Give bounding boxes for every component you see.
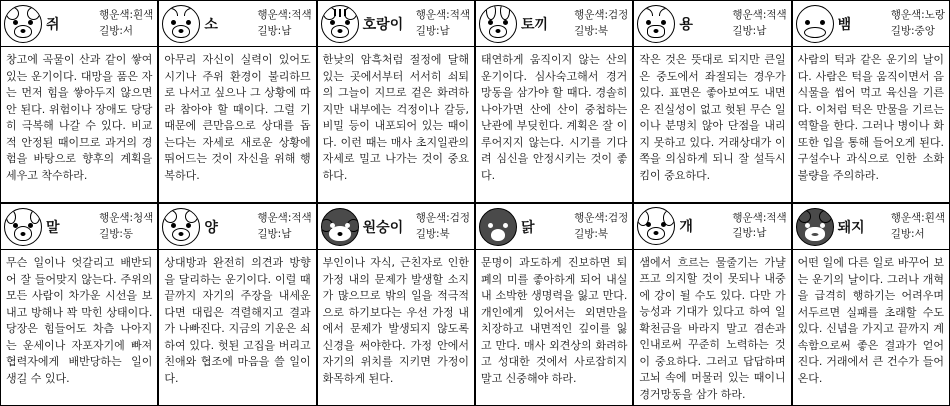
zodiac-card (792, 203, 950, 406)
card-header (634, 1, 790, 47)
animal-name: 말 (46, 219, 60, 236)
snake-face-icon (796, 5, 834, 43)
card-header (1, 1, 157, 47)
luck-value: 적색 (766, 9, 787, 22)
fortune-text: 창고에 곡물이 산과 같이 쌓여 있는 운기이다. 대망을 품은 자는 먼저 힘을 쌓아두지 않으면 안 된다. 위험이나 장애도 당당히 극복해 나갈 수 있다. 비교적 안정된 때이므로 과거의 경험을 바탕으로 향후의 계획을 세우고 착수하라. (6, 53, 153, 182)
direction-label: 길방: (99, 24, 123, 37)
luck-value: 검정 (608, 212, 629, 225)
direction-value: 서 (914, 227, 925, 240)
luck-label: 행운색: (257, 212, 292, 225)
card-header (159, 204, 315, 250)
fortune-text: 문명이 과도하게 진보하면 퇴폐의 미를 좋아하게 되어 내실 내 소박한 생명력을 잃고 만다. 개인에게 있어서는 외면만을 치장하고 내면적인 깊이를 잃고 만다. 매사 외견상의 화려하고 성대한 것에서 사로잡히지 말고 신중해야 하라. (480, 256, 628, 385)
fortune-text: 태연하게 움직이지 않는 산의 운기이다. 심사숙고해서 경거망동을 삼가야 할 때다. 경솔히 나아가면 산에 산이 중첩하는 난관에 부딪힌다. 계획은 잘 이루어지지 않는다. 시기를 기다려 심신을 안정시키는 것이 좋다. (480, 53, 628, 182)
card-meta (416, 211, 471, 241)
animal-name: 쥐 (46, 16, 60, 33)
animal-name: 양 (204, 219, 218, 236)
card-header (793, 1, 949, 47)
zodiac-card (633, 0, 791, 203)
pig-face-icon (796, 208, 834, 246)
card-meta (732, 8, 787, 38)
luck-label: 행운색: (415, 9, 450, 22)
fortune-text: 부인이나 자식, 근친자로 인한 가정 내의 문제가 발생할 소지가 많으므로 밖의 일을 적극적으로 하기보다는 우선 가정 내에서 문제가 발생되지 않도록 신경을 써야한다. 가정 안에서 자기의 위치를 지키면 가정이 화목하게 된다. (322, 256, 469, 385)
luck-value: 노랑 (924, 9, 945, 22)
animal-name: 호랑이 (362, 16, 404, 33)
card-meta (732, 211, 787, 241)
direction-value: 남 (281, 24, 292, 37)
direction-value: 남 (756, 227, 767, 240)
card-meta (891, 211, 946, 241)
luck-label: 행운색: (890, 212, 925, 225)
zodiac-card (475, 203, 633, 406)
card-meta (416, 8, 471, 38)
zodiac-card (0, 203, 158, 406)
direction-label: 길방: (574, 24, 598, 37)
direction-value: 남 (439, 24, 450, 37)
direction-label: 길방: (732, 227, 757, 240)
animal-name: 돼지 (837, 219, 865, 236)
card-header (634, 204, 790, 250)
fortune-text: 샘에서 흐르는 물줄기는 가냘프고 의지할 것이 못되나 내중에 강이 될 수도 있다. 다만 가능성과 기대가 있다고 하여 일확천금을 바라지 말고 겸손과 인내로써 꾸준히 노력하는 것이 중요하다. 그러고 답답하며 고뇌 속에 머물러 있는 때이니 경거망동을 삼가 하라. (639, 255, 786, 401)
direction-label: 길방: (415, 24, 440, 37)
zodiac-card (633, 203, 791, 406)
animal-name: 토끼 (520, 16, 549, 33)
rabbit-face-icon (479, 5, 517, 43)
luck-value: 청색 (133, 212, 154, 225)
direction-label: 길방: (890, 24, 915, 37)
zodiac-card (792, 0, 950, 203)
direction-value: 남 (756, 24, 767, 37)
luck-label: 행운색: (732, 212, 767, 225)
direction-label: 길방: (574, 227, 598, 240)
dog-face-icon (637, 207, 675, 245)
animal-name: 소 (204, 16, 218, 33)
ox-face-icon (162, 5, 200, 43)
luck-label: 행운색: (99, 212, 134, 225)
card-header (793, 204, 949, 250)
card-meta (99, 211, 154, 241)
direction-label: 길방: (890, 227, 915, 240)
rooster-face-icon (479, 208, 517, 246)
card-meta (574, 8, 629, 38)
dragon-face-icon (637, 5, 675, 43)
zodiac-card (158, 203, 316, 406)
luck-label: 행운색: (574, 212, 609, 225)
tiger-face-icon (321, 5, 359, 43)
fortune-text: 어떤 일에 다른 일로 바꾸어 보는 운기의 날이다. 그러나 개혁을 급격히 행하기는 어려우며 서두르면 실패를 초래할 수도 있다. 신념을 가지고 끝까지 계속함으로써 좋은 결과가 얻어진다. 거래에서 큰 건수가 들어온다. (797, 256, 944, 385)
direction-value: 중앙 (914, 24, 935, 37)
luck-label: 행운색: (415, 212, 450, 225)
card-meta (257, 8, 312, 38)
luck-value: 적색 (766, 212, 787, 225)
zodiac-card (475, 0, 633, 203)
card-header (476, 204, 632, 250)
card-header (1, 204, 157, 250)
direction-label: 길방: (415, 227, 440, 240)
luck-label: 행운색: (890, 9, 925, 22)
animal-name: 원숭이 (362, 219, 404, 236)
horse-face-icon (4, 208, 42, 246)
card-header (318, 1, 474, 47)
zodiac-card (158, 0, 316, 203)
sheep-face-icon (162, 208, 200, 246)
direction-value: 북 (439, 227, 450, 240)
luck-value: 적색 (291, 9, 312, 22)
direction-label: 길방: (257, 227, 282, 240)
luck-value: 검정 (608, 9, 629, 22)
direction-value: 동 (122, 227, 134, 240)
card-header (476, 1, 632, 47)
card-meta (99, 8, 154, 38)
card-header (318, 204, 474, 250)
luck-label: 행운색: (732, 9, 767, 22)
direction-label: 길방: (732, 24, 757, 37)
animal-name: 용 (679, 16, 693, 33)
zodiac-card (0, 0, 158, 203)
luck-value: 흰색 (133, 9, 154, 22)
direction-value: 북 (597, 227, 609, 240)
monkey-face-icon (321, 208, 359, 246)
direction-value: 남 (281, 227, 292, 240)
animal-name: 닭 (520, 219, 535, 236)
luck-label: 행운색: (574, 9, 609, 22)
card-header (159, 1, 315, 47)
fortune-text: 아무리 자신이 실력이 있어도 시기나 주위 환경이 불리하므로 나서고 싶으나 그 상황에 따라 참아야 할 때이다. 그럴 기 때문에 큰만음으로 상대를 돕는다는 자세로 새로운 상황에 뛰어드는 것이 자신을 위해 행복하다. (164, 53, 311, 182)
fortune-text: 한낮의 암흑처럼 절정에 달해 있는 곳에서부터 서서히 쇠퇴의 그늘이 지므로 겉은 화려하지만 내부에는 걱정이나 갈등, 비밀 등이 내포되어 있는 때이다. 이런 때는 매사 초지일관의 자세로 밀고 나가는 것이 중요하다. (322, 53, 469, 182)
card-meta (891, 8, 946, 38)
direction-value: 서 (122, 24, 134, 37)
card-meta (574, 211, 629, 241)
luck-value: 적색 (449, 9, 470, 22)
rat-face-icon (4, 5, 42, 43)
fortune-text: 상대방과 완전히 의견과 방향을 달리하는 운기이다. 이럴 때 끝까지 자기의 주장을 내세운다면 대립은 격렬해지고 결과가 나빠진다. 지금의 기운은 쇠하여 있다. 헛된 고집을 버리고 친애와 협조에 마음을 쓸 일이다. (164, 256, 311, 385)
luck-value: 흰색 (924, 212, 945, 225)
direction-label: 길방: (99, 227, 123, 240)
direction-label: 길방: (257, 24, 282, 37)
luck-value: 검정 (449, 212, 470, 225)
zodiac-card (317, 203, 475, 406)
animal-name: 개 (679, 219, 693, 236)
zodiac-card (317, 0, 475, 203)
fortune-text: 무슨 일이나 엇갈리고 배반되어 잘 들어맞지 않는다. 주위의 모든 사람이 차가운 시선을 보내고 방해나 꽉 막힌 상태이다. 당장은 힘들어도 차츰 나아지는 운세이나 자포자기에 빠져 협력자에게 배반당하는 일이 생길 수 있다. (6, 256, 153, 385)
luck-label: 행운색: (99, 9, 134, 22)
card-meta (257, 211, 312, 241)
luck-label: 행운색: (257, 9, 292, 22)
fortune-text: 작은 것은 뜻대로 되지만 큰일은 중도에서 좌절되는 경우가 있다. 표면은 좋아보여도 내면은 진실성이 없고 헛된 무슨 일이나 분명치 않아 단점을 내리지 못하고 있다. 거래상대가 이쪽을 의심하게 되니 잘 설득시킴이 중요하다. (639, 53, 786, 182)
fortune-text: 사람의 턱과 같은 운기의 날이다. 사람은 턱을 움직이면서 음식물을 씹어 먹고 육신을 기른다. 이처럼 턱은 만물을 기르는 역할을 한다. 그러나 병이나 화 또한 입을 통해 들어오게 된다. 구설수나 과식으로 인한 소화불량을 주의하라. (797, 53, 944, 182)
animal-name: 뱀 (837, 16, 852, 33)
luck-value: 적색 (291, 212, 312, 225)
direction-value: 북 (597, 24, 609, 37)
